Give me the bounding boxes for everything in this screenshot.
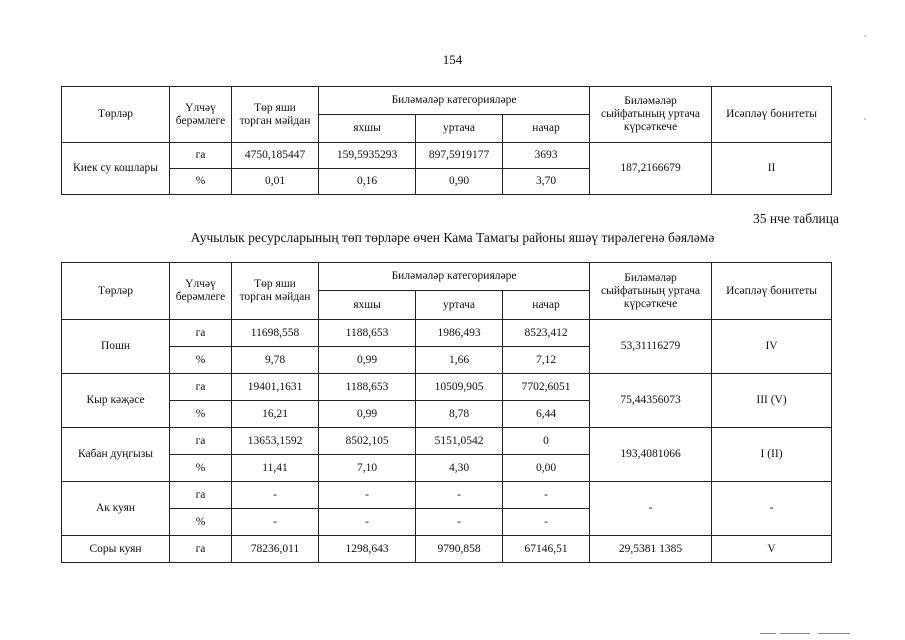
- poor-cell: 3693: [503, 143, 590, 169]
- area-cell: 4750,185447: [232, 143, 319, 169]
- bonitet-cell: IV: [712, 320, 832, 374]
- unit-cell: га: [170, 320, 232, 347]
- unit-cell: %: [170, 347, 232, 374]
- good-cell: 0,99: [319, 347, 416, 374]
- unit-cell: га: [170, 428, 232, 455]
- species-name: Пошн: [62, 320, 170, 374]
- poor-cell: 8523,412: [503, 320, 590, 347]
- good-cell: 1298,643: [319, 536, 416, 563]
- area-cell: -: [232, 482, 319, 509]
- species-name: Ак куян: [62, 482, 170, 536]
- header-unit: Үлчәү берәмлеге: [170, 87, 232, 143]
- header-good: яхшы: [319, 291, 416, 320]
- footer-rule: [760, 633, 776, 634]
- poor-cell: -: [503, 509, 590, 536]
- table-row: [62, 374, 832, 401]
- good-cell: 1188,653: [319, 320, 416, 347]
- scan-speck: [864, 35, 866, 37]
- header-poor: начар: [503, 115, 590, 143]
- table-habitat-assessment: [61, 262, 832, 563]
- area-cell: 19401,1631: [232, 374, 319, 401]
- header-avg-quality: Биләмәләр сыйфатының уртача күрсәткече: [590, 87, 712, 143]
- table-row: [62, 320, 832, 347]
- poor-cell: 67146,51: [503, 536, 590, 563]
- poor-cell: 6,44: [503, 401, 590, 428]
- avg-quality-cell: 193,4081066: [590, 428, 712, 482]
- unit-cell: %: [170, 509, 232, 536]
- unit-cell: %: [170, 401, 232, 428]
- page-number: 154: [442, 52, 463, 67]
- header-species: Төрләр: [62, 87, 170, 143]
- header-unit: Үлчәү берәмлеге: [170, 263, 232, 320]
- header-poor: начар: [503, 291, 590, 320]
- good-cell: -: [319, 482, 416, 509]
- poor-cell: 0,00: [503, 455, 590, 482]
- footer-rule: [780, 633, 810, 634]
- bonitet-cell: I (II): [712, 428, 832, 482]
- unit-cell: %: [170, 455, 232, 482]
- header-average: уртача: [416, 115, 503, 143]
- header-bonitet: Исәпләү бонитеты: [712, 87, 832, 143]
- area-cell: 9,78: [232, 347, 319, 374]
- average-cell: 9790,858: [416, 536, 503, 563]
- unit-cell: га: [170, 143, 232, 169]
- good-cell: 7,10: [319, 455, 416, 482]
- good-cell: 0,99: [319, 401, 416, 428]
- area-cell: 78236,011: [232, 536, 319, 563]
- bonitet-cell: V: [712, 536, 832, 563]
- table-caption: Аучылык ресурсларының төп төрләре өчен Кама Тамагы районы яшәү тирәлегенә бәяләмә: [190, 230, 715, 245]
- unit-cell: га: [170, 482, 232, 509]
- header-average: уртача: [416, 291, 503, 320]
- table-row: [62, 482, 832, 509]
- avg-quality-cell: 53,31116279: [590, 320, 712, 374]
- average-cell: 897,5919177: [416, 143, 503, 169]
- good-cell: 0,16: [319, 169, 416, 195]
- average-cell: 10509,905: [416, 374, 503, 401]
- unit-cell: га: [170, 536, 232, 563]
- header-categories: Биләмәләр категорияләре: [319, 263, 590, 291]
- table-waterfowl: [61, 86, 832, 195]
- area-cell: 11,41: [232, 455, 319, 482]
- poor-cell: 0: [503, 428, 590, 455]
- header-avg-quality: Биләмәләр сыйфатының уртача күрсәткече: [590, 263, 712, 320]
- poor-cell: 7,12: [503, 347, 590, 374]
- area-cell: 11698,558: [232, 320, 319, 347]
- header-area: Төр яши торган мәйдан: [232, 87, 319, 143]
- unit-cell: га: [170, 374, 232, 401]
- poor-cell: -: [503, 482, 590, 509]
- scan-speck: [864, 118, 866, 120]
- good-cell: 159,5935293: [319, 143, 416, 169]
- table-row: [62, 536, 832, 563]
- header-area: Төр яши торган мәйдан: [232, 263, 319, 320]
- bonitet-cell: III (V): [712, 374, 832, 428]
- unit-cell: %: [170, 169, 232, 195]
- species-name: Кабан дуңгызы: [62, 428, 170, 482]
- header-species: Төрләр: [62, 263, 170, 320]
- area-cell: 13653,1592: [232, 428, 319, 455]
- header-bonitet: Исәпләү бонитеты: [712, 263, 832, 320]
- average-cell: 5151,0542: [416, 428, 503, 455]
- table-row: [62, 428, 832, 455]
- average-cell: 4,30: [416, 455, 503, 482]
- area-cell: -: [232, 509, 319, 536]
- footer-rule: [818, 633, 850, 634]
- average-cell: -: [416, 509, 503, 536]
- average-cell: 1986,493: [416, 320, 503, 347]
- avg-quality-cell: 29,5381 1385: [590, 536, 712, 563]
- poor-cell: 3,70: [503, 169, 590, 195]
- average-cell: 1,66: [416, 347, 503, 374]
- header-good: яхшы: [319, 115, 416, 143]
- avg-quality-cell: -: [590, 482, 712, 536]
- bonitet-cell: -: [712, 482, 832, 536]
- species-name: Кыр кәҗәсе: [62, 374, 170, 428]
- area-cell: 0,01: [232, 169, 319, 195]
- good-cell: 1188,653: [319, 374, 416, 401]
- average-cell: -: [416, 482, 503, 509]
- table-number: 35 нче таблица: [752, 211, 839, 226]
- good-cell: 8502,105: [319, 428, 416, 455]
- bonitet-cell: II: [712, 143, 832, 195]
- average-cell: 0,90: [416, 169, 503, 195]
- table-row: [62, 143, 832, 169]
- avg-quality-cell: 75,44356073: [590, 374, 712, 428]
- average-cell: 8,78: [416, 401, 503, 428]
- area-cell: 16,21: [232, 401, 319, 428]
- avg-quality-cell: 187,2166679: [590, 143, 712, 195]
- poor-cell: 7702,6051: [503, 374, 590, 401]
- species-name: Соры куян: [62, 536, 170, 563]
- good-cell: -: [319, 509, 416, 536]
- header-categories: Биләмәләр категорияләре: [319, 87, 590, 115]
- species-name: Киек су кошлары: [62, 143, 170, 195]
